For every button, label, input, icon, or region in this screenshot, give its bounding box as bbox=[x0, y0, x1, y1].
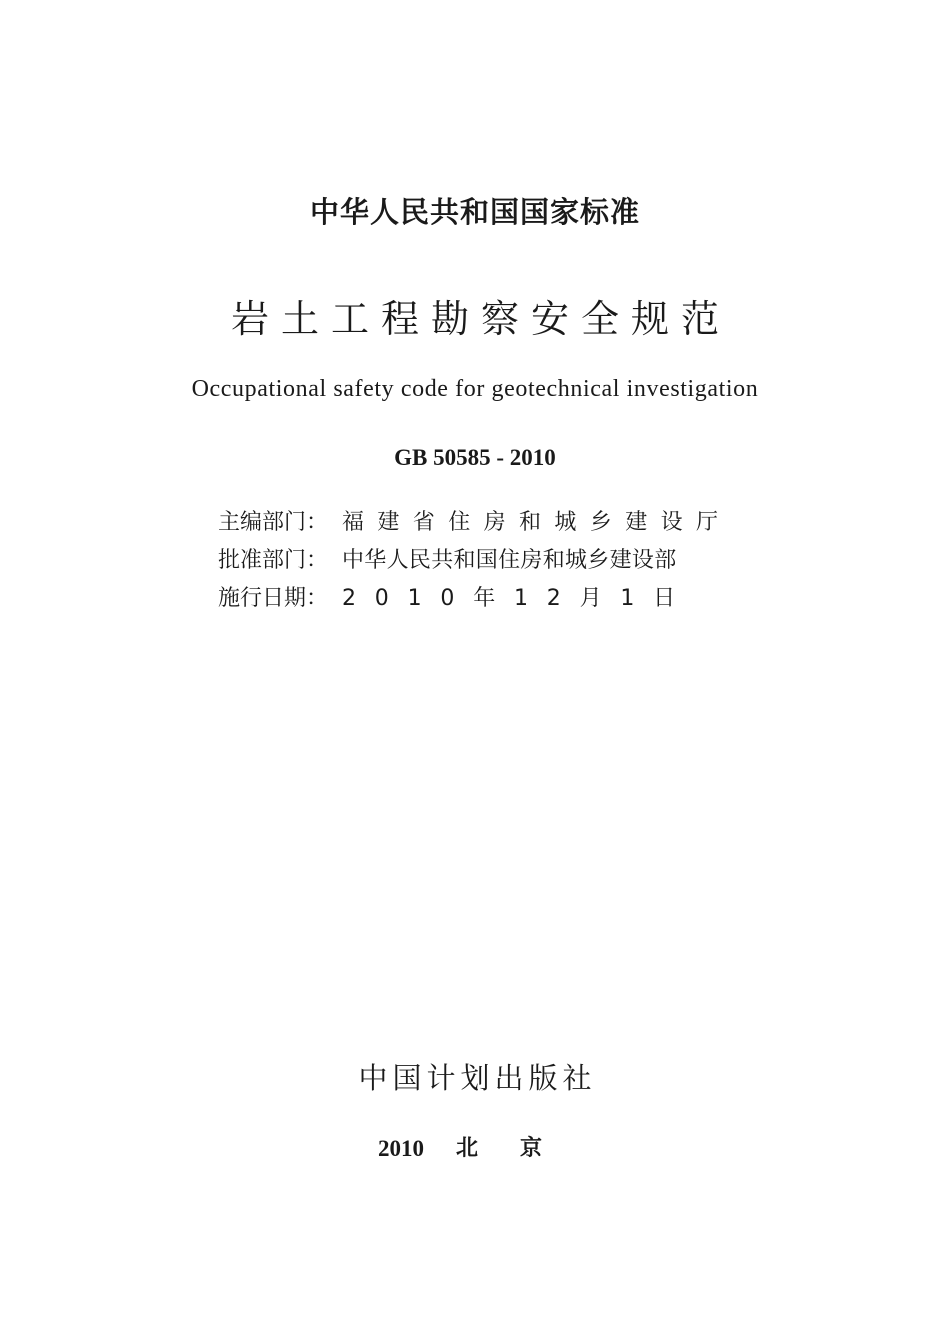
editor-value: 福建省住房和城乡建设厅 bbox=[342, 510, 732, 535]
publisher-name: 中国计划出版社 bbox=[358, 1061, 597, 1095]
publication-city: 北京 bbox=[456, 1136, 585, 1161]
effective-date-row bbox=[218, 582, 738, 616]
approver-row bbox=[218, 544, 738, 578]
standard-type-heading: 中华人民共和国国家标准 bbox=[309, 195, 640, 229]
effective-date-value: 2010年12月1日 bbox=[342, 586, 694, 611]
standard-code: GB 50585 - 2010 bbox=[394, 445, 556, 470]
editor-row bbox=[218, 506, 738, 540]
editor-label: 主编部门： bbox=[218, 510, 329, 535]
approver-label: 批准部门： bbox=[218, 548, 329, 573]
approver-value: 中华人民共和国住房和城乡建设部 bbox=[342, 548, 677, 573]
english-title: Occupational safety code for geotechnical investigation bbox=[191, 376, 759, 402]
publication-year: 2010 bbox=[378, 1136, 424, 1161]
effective-date-label: 施行日期： bbox=[218, 586, 329, 611]
document-title: 岩土工程勘察安全规范 bbox=[230, 297, 731, 341]
